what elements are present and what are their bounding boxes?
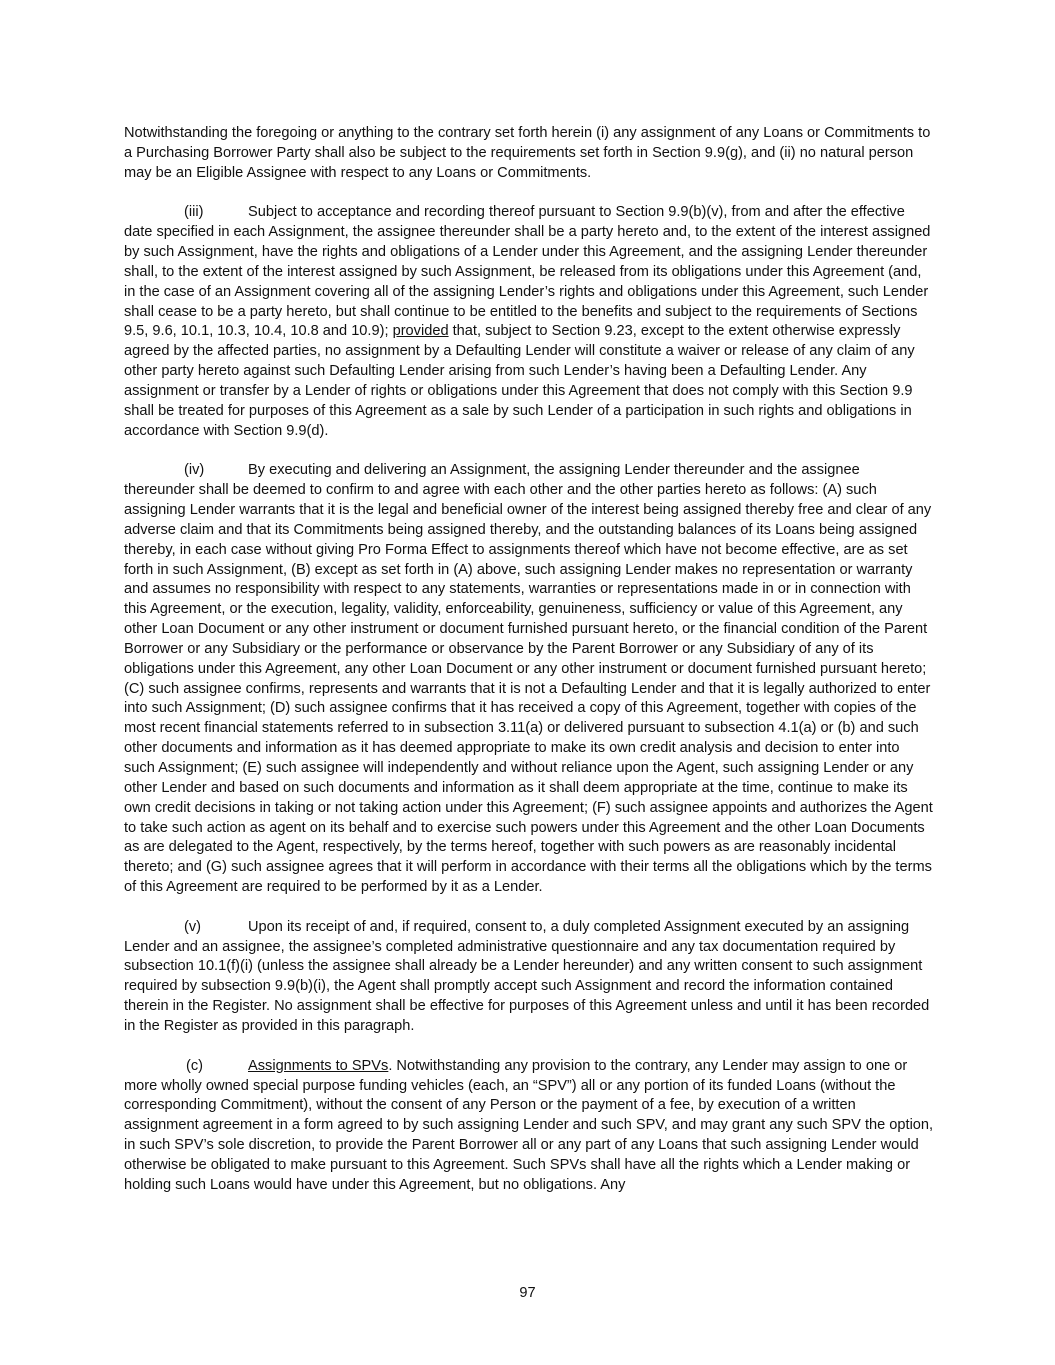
paragraph-iii-label: (iii) bbox=[184, 204, 204, 221]
paragraph-v-text: Upon its receipt of and, if required, consent to, a duly completed Assignment executed by an assigning Lender and an assignee, the assignee’s completed administrative questionnaire and any tax documentation required by subsection 10.1(f)(i) (unless the assignee shall already be a Lender hereunder) and any written consent to such assignment required by subsection 9.9(b)(i), the Agent shall promptly accept such Assignment and record the information contained therein in the Register. No assignment shall be effective for purposes of this Agreement unless and until it has been recorded in the Register as provided in this paragraph. bbox=[124, 918, 930, 1034]
paragraph-iv bbox=[124, 461, 934, 898]
intro-paragraph: Notwithstanding the foregoing or anything to the contrary set forth herein (i) any assignment of any Loans or Commitments to a Purchasing Borrower Party shall also be subject to the requirements set forth in Section 9.9(g), and (ii) no natural person may be an Eligible Assignee with respect to any Loans or Commitments. bbox=[124, 125, 931, 181]
provided-term: provided bbox=[392, 323, 449, 340]
paragraph-iii-text-before: Subject to acceptance and recording thereof pursuant to Section 9.9(b)(v), from and after the effective date specified in each Assignment, the assignee thereunder shall be a party hereto and, to the extent of the interest assigned by such Assignment, have the rights and obligations of a Lender under this Agreement, and the assigning Lender thereunder shall, to the extent of the interest assigned by such Assignment, be released from its obligations under this Agreement (and, in the case of an Assignment covering all of the assigning Lender’s rights and obligations under this Agreement, such Lender shall cease to be a party hereto, but shall continue to be entitled to the benefits and subject to the requirements of Sections 9.5, 9.6, 10.1, 10.3, 10.4, 10.8 and 10.9); bbox=[124, 204, 931, 340]
paragraph-v bbox=[124, 918, 934, 1037]
paragraph-iii bbox=[124, 203, 934, 441]
paragraph-iii-text-after: that, subject to Section 9.23, except to the extent otherwise expressly agreed by the affected parties, no assignment by a Defaulting Lender will constitute a waiver or release of any claim of any other party hereto against such Defaulting Lender arising from such Lender’s having been a Defaulting Lender. Any assignment or transfer by a Lender of rights or obligations under this Agreement that does not comply with this Section 9.9 shall be treated for purposes of this Agreement as a sale by such Lender of a participation in such rights and obligations in accordance with Section 9.9(d). bbox=[124, 323, 915, 439]
assignments-to-spvs-heading: Assignments to SPVs bbox=[248, 1057, 389, 1074]
paragraph-iv-text: By executing and delivering an Assignment, the assigning Lender thereunder and the assignee thereunder shall be deemed to confirm to and agree with each other and the other parties hereto as follows: (A) such assigning Lender warrants that it is the legal and beneficial owner of the interest being assigned thereby free and clear of any adverse claim and that its Commitments being assigned thereby, and the outstanding balances of its Loans being assigned thereby, in each case without giving Pro Forma Effect to assignments thereof which have not become effective, are as set forth in such Assignment, (B) except as set forth in (A) above, such assigning Lender makes no representation or warranty and assumes no responsibility with respect to any statements, warranties or representations made in or in connection with this Agreement, or the execution, legality, validity, enforceability, genuineness, sufficiency or value of this Agreement, any other Loan Document or any other instrument or document furnished pursuant hereto, or the financial condition of the Parent Borrower or any Subsidiary or the performance or observance by the Parent Borrower or any Subsidiary of any of its obligations under this Agreement, any other Loan Document or any other instrument or document furnished pursuant hereto; (C) such assignee confirms, represents and warrants that it is not a Defaulting Lender and that it is legally authorized to enter into such Assignment; (D) such assignee confirms that it has received a copy of this Agreement, together with copies of the most recent financial statements referred to in subsection 3.11(a) or delivered pursuant to subsection 4.1(a) or (b) and such other documents and information as it has deemed appropriate to make its own credit analysis and decision to enter into such Assignment; (E) such assignee will independently and without reliance upon the Agent, such assigning Lender or any other Lender and based on such documents and information as it shall deem appropriate at the time, continue to make its own credit decisions in taking or not taking action under this Agreement; (F) such assignee appoints and authorizes the Agent to take such action as agent on its behalf and to exercise such powers under this Agreement and the other Loan Documents as are delegated to the Agent, respectively, by the terms hereof, together with such powers as are reasonably incidental thereto; and (G) such assignee agrees that it will perform in accordance with their terms all the obligations which by the terms of this Agreement are required to be performed by it as a Lender. bbox=[124, 462, 933, 896]
paragraph-c bbox=[124, 1057, 934, 1196]
paragraph-iv-label: (iv) bbox=[184, 462, 205, 479]
paragraph-c-text: . Notwithstanding any provision to the contrary, any Lender may assign to one or more wholly owned special purpose funding vehicles (each, an “SPV”) all or any portion of its funded Loans (without the corresponding Commitment), without the consent of any Person or the payment of a fee, by execution of a written assignment agreement in a form agreed to by such assigning Lender and such SPV, and may grant any such SPV the option, in such SPV’s sole discretion, to provide the Parent Borrower all or any part of any Loans that such assigning Lender would otherwise be obligated to make pursuant to this Agreement. Such SPVs shall have all the rights which a Lender making or holding such Loans would have under this Agreement, but no obligations. Any bbox=[124, 1057, 934, 1193]
page-number: 97 bbox=[519, 1285, 536, 1301]
paragraph-c-label: (c) bbox=[186, 1057, 204, 1074]
document-page bbox=[124, 124, 934, 1215]
paragraph-v-label: (v) bbox=[184, 918, 202, 935]
